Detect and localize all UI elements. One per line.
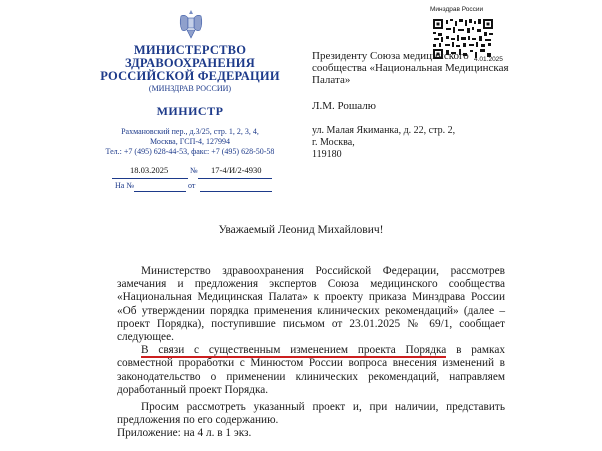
letter-greeting: Уважаемый Леонид Михайлович! [218,224,384,236]
stamp-date: 4.01.2025 [474,56,503,63]
recipient-address [312,125,455,161]
ref-label: На № [115,181,134,190]
letter-body [117,265,505,441]
paragraph-1: Министерство здравоохранения Российской Федерации, рассмотрев замечания и предложения экспертов Союза медицинского сообщества «Национальная Медицинская Палата» к проекту приказа Минздрава России «Об утверждении порядка применения клинических рекомендаций» (далее – проект Порядка), поступившие письмом от 23.01.2025 № 69/1, сообщает следующее. [117,265,505,344]
number-label: № [190,166,198,175]
number-underline [198,178,272,179]
ministry-address [95,127,285,157]
recipient-address-2: г. Москва, [312,137,355,148]
date-underline [112,178,188,179]
address-line-3: Тел.: +7 (495) 628-44-53, факс: +7 (495) 628-50-58 [105,147,275,156]
recipient-address-3: 119180 [312,149,342,160]
recipient-name: Л.М. Рошалю [312,100,376,112]
recipient-line-1: Президенту Союза медицинского [312,50,469,62]
ministry-name: МИНИСТЕРСТВО ЗДРАВООХРАНЕНИЯ РОССИЙСКОЙ ФЕДЕРАЦИИ [100,43,280,83]
paragraph-3: Просим рассмотреть указанный проект и, при наличии, представить предложения по его содержанию. [117,401,505,427]
attachment-note: Приложение: на 4 л. в 1 экз. [117,427,252,440]
ref-underline [134,191,186,192]
recipient-line-2: сообщества «Национальная Медицинская [312,62,509,74]
address-line-2: Москва, ГСП-4, 127994 [149,137,231,146]
recipient-address-1: ул. Малая Якиманка, д. 22, стр. 2, [312,125,456,136]
ref-from-label: от [188,181,196,190]
address-line-1: Рахмановский пер., д.3/25, стр. 1, 2, 3, 4, [121,127,259,136]
coat-of-arms-emblem [177,8,205,40]
ref-date-underline [200,191,272,192]
paragraph-2-rest: в рамках совместной проработки с Минюстом России вопроса внесения изменений в законодательство о применении клинических рекомендаций, направляем доработанный проект Порядка. [117,344,505,396]
ministry-short-name: (МИНЗДРАВ РОССИИ) [148,84,232,93]
recipient-position [312,50,542,86]
recipient-line-3: Палата» [312,74,351,86]
paragraph-2 [117,344,505,397]
highlighted-phrase: В связи с существенным изменением проекта Порядка [141,344,447,357]
letter-number: 17-4/И/2-4930 [211,165,262,175]
letter-date: 18.03.2025 [130,165,169,175]
minister-title: МИНИСТР [156,104,224,118]
stamp-label: Минздрав России [430,6,484,13]
